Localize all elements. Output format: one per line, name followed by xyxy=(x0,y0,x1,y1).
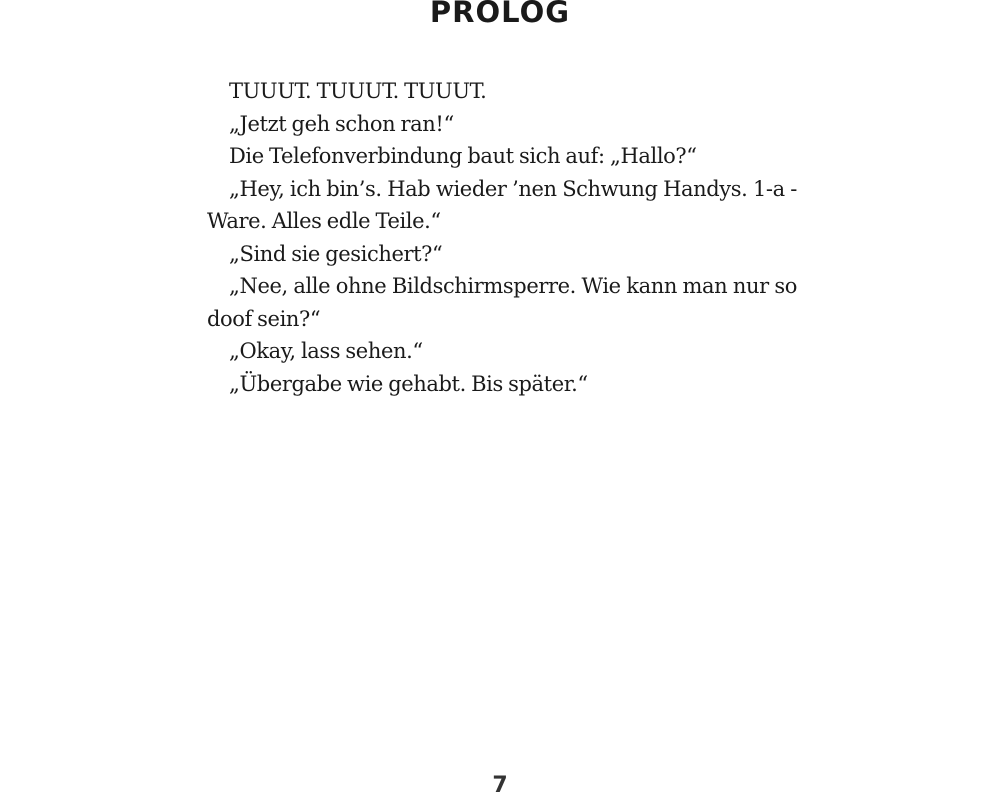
paragraph: „Übergabe wie gehabt. Bis später.“ xyxy=(229,371,588,396)
paragraph: „Sind sie gesichert?“ xyxy=(229,241,443,266)
page-number: 7 xyxy=(492,773,508,798)
paragraph: Die Telefonverbindung baut sich auf: „Hallo?“ xyxy=(229,144,697,168)
paragraph: „Nee, alle ohne Bildschirmsperre. Wie kann man nur so doof sein?“ xyxy=(207,274,797,331)
paragraph: „Okay, lass sehen.“ xyxy=(229,339,423,363)
chapter-title: PROLOG xyxy=(429,0,571,29)
paragraph: „Jetzt geh schon ran!“ xyxy=(229,111,454,136)
paragraph: „Hey, ich bin’s. Hab wieder ’nen Schwung Handys. 1-a -Ware. Alles edle Teile.“ xyxy=(207,176,797,233)
paragraph: TUUUT. TUUUT. TUUUT. xyxy=(229,79,487,103)
body-text xyxy=(207,75,797,400)
